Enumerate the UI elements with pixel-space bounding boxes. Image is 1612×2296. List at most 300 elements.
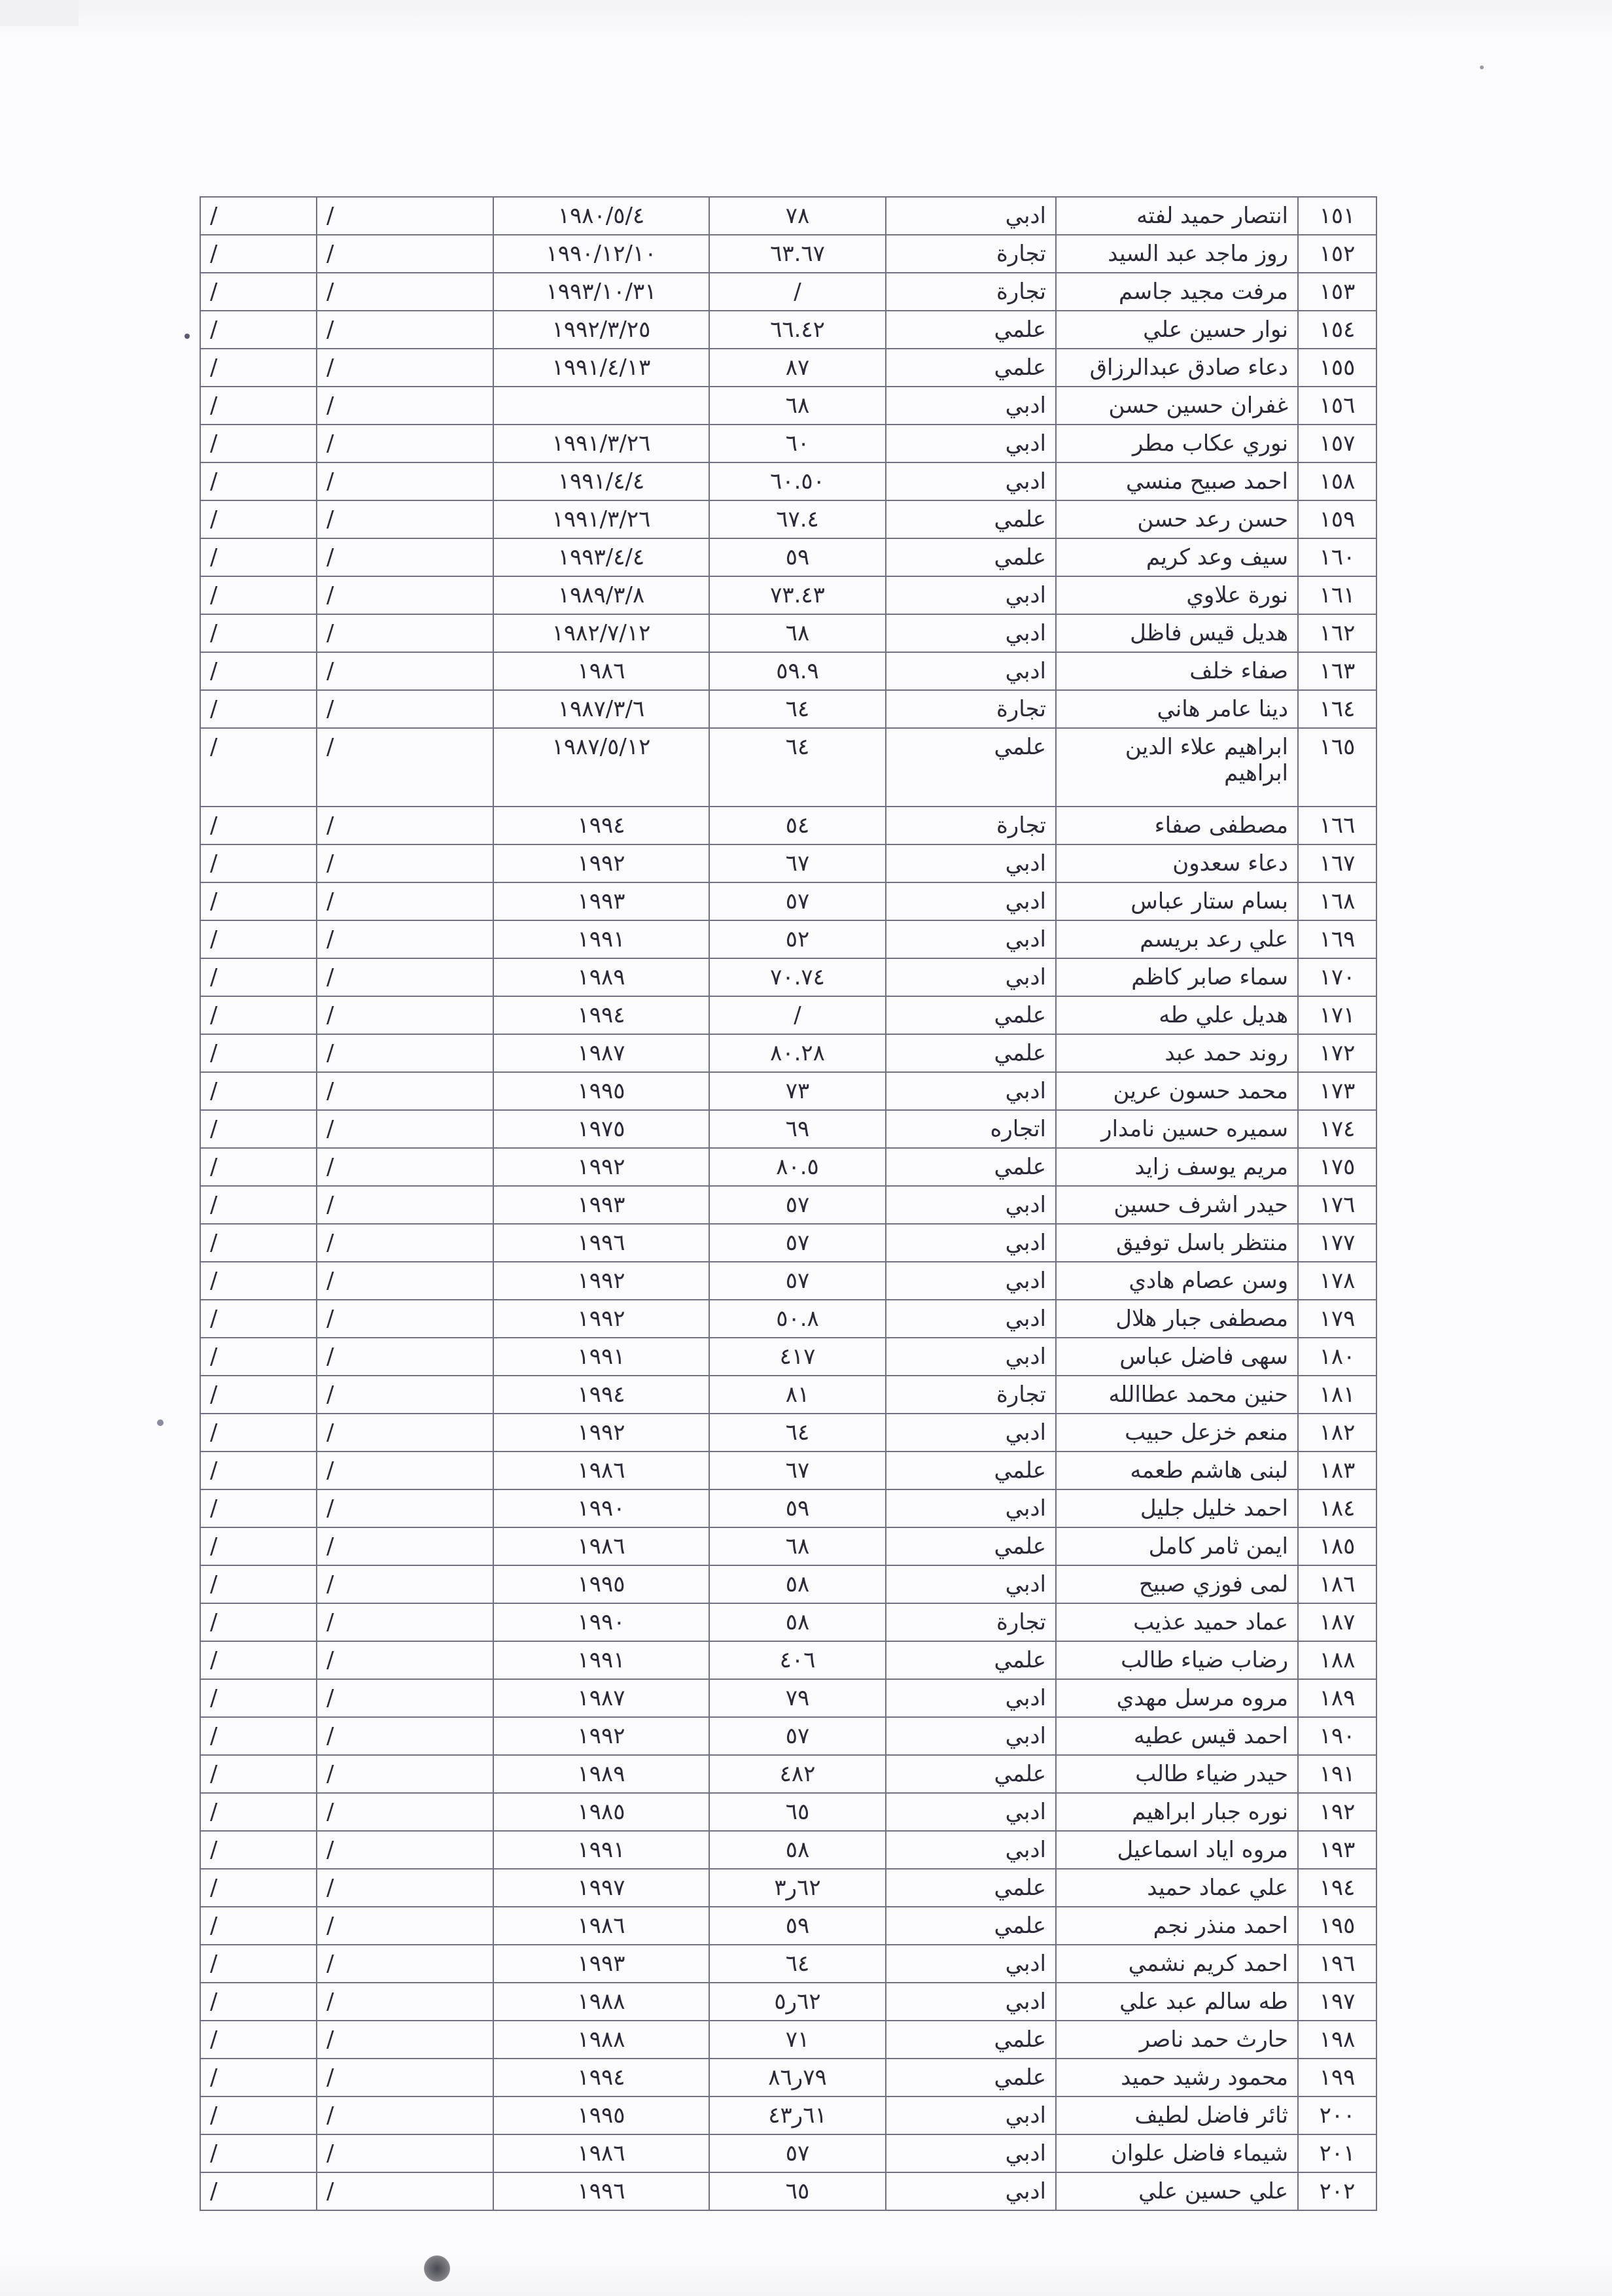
score-cell: ٥٧ <box>709 1262 886 1300</box>
birth-date-cell <box>493 387 709 425</box>
birth-date-cell: ١٩٨٧/٣/٦ <box>493 690 709 728</box>
study-branch-cell: علمي <box>886 1148 1056 1186</box>
row-number-cell: ١٥٦ <box>1298 387 1376 425</box>
row-number-cell: ١٧٦ <box>1298 1186 1376 1224</box>
birth-date-cell: ١٩٩٧ <box>493 1869 709 1907</box>
mark-b-cell: / <box>200 1489 317 1527</box>
score-cell: / <box>709 996 886 1034</box>
row-number-cell: ١٧٠ <box>1298 958 1376 996</box>
study-branch-cell: ادبي <box>886 614 1056 652</box>
student-name-cell: احمد كريم نشمي <box>1056 1945 1298 1983</box>
mark-a-cell: / <box>317 1338 493 1376</box>
mark-a-cell: / <box>317 1262 493 1300</box>
mark-b-cell: / <box>200 1072 317 1110</box>
score-cell: ٦٨ <box>709 387 886 425</box>
row-number-cell: ١٦٧ <box>1298 844 1376 882</box>
mark-b-cell: / <box>200 844 317 882</box>
mark-b-cell: / <box>200 273 317 311</box>
row-number-cell: ١٨٠ <box>1298 1338 1376 1376</box>
mark-a-cell: / <box>317 500 493 538</box>
row-number-cell: ١٧١ <box>1298 996 1376 1034</box>
row-number-cell: ١٥٧ <box>1298 425 1376 462</box>
study-branch-cell: ادبي <box>886 844 1056 882</box>
row-number-cell: ١٩٢ <box>1298 1793 1376 1831</box>
score-cell: ٦٠.٥٠ <box>709 462 886 500</box>
table-row <box>200 996 1376 1034</box>
birth-date-cell: ١٩٩٢ <box>493 844 709 882</box>
mark-b-cell: / <box>200 920 317 958</box>
score-cell: ٨١ <box>709 1376 886 1414</box>
mark-a-cell: / <box>317 349 493 387</box>
study-branch-cell: ادبي <box>886 882 1056 920</box>
study-branch-cell: تجارة <box>886 807 1056 844</box>
study-branch-cell: علمي <box>886 1907 1056 1945</box>
birth-date-cell: ١٩٨٢/٧/١٢ <box>493 614 709 652</box>
mark-a-cell: / <box>317 920 493 958</box>
birth-date-cell: ١٩٩٤ <box>493 2059 709 2096</box>
table-row <box>200 1110 1376 1148</box>
mark-a-cell: / <box>317 1300 493 1338</box>
birth-date-cell: ١٩٩٤ <box>493 1376 709 1414</box>
table-row <box>200 882 1376 920</box>
score-cell: ٦٧ <box>709 844 886 882</box>
table-row <box>200 1945 1376 1983</box>
row-number-cell: ١٩٤ <box>1298 1869 1376 1907</box>
table-row <box>200 1831 1376 1869</box>
row-number-cell: ١٩٨ <box>1298 2021 1376 2059</box>
table-row <box>200 349 1376 387</box>
student-name-cell: حيدر ضياء طالب <box>1056 1755 1298 1793</box>
scan-edge <box>0 0 79 26</box>
study-branch-cell: ادبي <box>886 576 1056 614</box>
student-name-cell: رضاب ضياء طالب <box>1056 1641 1298 1679</box>
scan-speck <box>1480 65 1484 69</box>
student-name-cell: دينا عامر هاني <box>1056 690 1298 728</box>
student-name-cell: دعاء صادق عبدالرزاق <box>1056 349 1298 387</box>
mark-b-cell: / <box>200 652 317 690</box>
score-cell: ٥٤ <box>709 807 886 844</box>
birth-date-cell: ١٩٩٦ <box>493 1224 709 1262</box>
study-branch-cell: ادبي <box>886 387 1056 425</box>
birth-date-cell: ١٩٨٥ <box>493 1793 709 1831</box>
mark-a-cell: / <box>317 425 493 462</box>
table-row <box>200 1186 1376 1224</box>
mark-b-cell: / <box>200 2096 317 2134</box>
mark-a-cell: / <box>317 1907 493 1945</box>
row-number-cell: ١٥١ <box>1298 197 1376 235</box>
mark-a-cell: / <box>317 2134 493 2172</box>
score-cell: ٥٢ <box>709 920 886 958</box>
student-name-cell: غفران حسين حسن <box>1056 387 1298 425</box>
study-branch-cell: ادبي <box>886 1831 1056 1869</box>
table-row <box>200 1262 1376 1300</box>
student-name-cell: احمد خليل جليل <box>1056 1489 1298 1527</box>
student-name-cell: مصطفى صفاء <box>1056 807 1298 844</box>
mark-b-cell: / <box>200 235 317 273</box>
table-row <box>200 576 1376 614</box>
birth-date-cell: ١٩٨٧/٥/١٢ <box>493 728 709 807</box>
scan-speck <box>184 334 190 339</box>
birth-date-cell: ١٩٩١/٤/١٣ <box>493 349 709 387</box>
score-cell: ٧١ <box>709 2021 886 2059</box>
row-number-cell: ١٨٦ <box>1298 1565 1376 1603</box>
score-cell: ٥٩ <box>709 1907 886 1945</box>
score-cell: ٨٧ <box>709 349 886 387</box>
mark-b-cell: / <box>200 197 317 235</box>
mark-a-cell: / <box>317 690 493 728</box>
score-cell: / <box>709 273 886 311</box>
mark-a-cell: / <box>317 1869 493 1907</box>
student-name-cell: روز ماجد عبد السيد <box>1056 235 1298 273</box>
study-branch-cell: ادبي <box>886 1717 1056 1755</box>
mark-a-cell: / <box>317 462 493 500</box>
student-name-cell: نوار حسين علي <box>1056 311 1298 349</box>
table-row <box>200 235 1376 273</box>
score-cell: ٧٩ <box>709 1679 886 1717</box>
mark-a-cell: / <box>317 1679 493 1717</box>
student-name-cell: منتظر باسل توفيق <box>1056 1224 1298 1262</box>
student-name-cell: ابراهيم علاء الدين ابراهيم <box>1056 728 1298 807</box>
study-branch-cell: ادبي <box>886 1262 1056 1300</box>
score-cell: ٦٣.٦٧ <box>709 235 886 273</box>
mark-b-cell: / <box>200 1527 317 1565</box>
table-row <box>200 462 1376 500</box>
student-name-cell: سهى فاضل عباس <box>1056 1338 1298 1376</box>
mark-a-cell: / <box>317 1565 493 1603</box>
mark-b-cell: / <box>200 1262 317 1300</box>
mark-a-cell: / <box>317 1452 493 1489</box>
row-number-cell: ١٧٨ <box>1298 1262 1376 1300</box>
mark-b-cell: / <box>200 690 317 728</box>
study-branch-cell: ادبي <box>886 958 1056 996</box>
row-number-cell: ١٧٥ <box>1298 1148 1376 1186</box>
table-row <box>200 273 1376 311</box>
mark-b-cell: / <box>200 2059 317 2096</box>
table-row <box>200 1565 1376 1603</box>
score-cell: ٦٢ر٣ <box>709 1869 886 1907</box>
mark-b-cell: / <box>200 1793 317 1831</box>
birth-date-cell: ١٩٩٠ <box>493 1489 709 1527</box>
mark-b-cell: / <box>200 1452 317 1489</box>
table-row <box>200 1338 1376 1376</box>
birth-date-cell: ١٩٨٦ <box>493 1527 709 1565</box>
student-name-cell: احمد قيس عطيه <box>1056 1717 1298 1755</box>
study-branch-cell: تجارة <box>886 273 1056 311</box>
scan-speck <box>157 1419 164 1426</box>
birth-date-cell: ١٩٩٥ <box>493 2096 709 2134</box>
score-cell: ٥٧ <box>709 882 886 920</box>
mark-a-cell: / <box>317 2096 493 2134</box>
table-row <box>200 1717 1376 1755</box>
study-branch-cell: ادبي <box>886 462 1056 500</box>
mark-a-cell: / <box>317 197 493 235</box>
birth-date-cell: ١٩٩٣/١٠/٣١ <box>493 273 709 311</box>
birth-date-cell: ١٩٩٣ <box>493 882 709 920</box>
mark-b-cell: / <box>200 1148 317 1186</box>
student-name-cell: ثائر فاضل لطيف <box>1056 2096 1298 2134</box>
score-cell: ٧٣.٤٣ <box>709 576 886 614</box>
mark-b-cell: / <box>200 1983 317 2021</box>
mark-a-cell: / <box>317 614 493 652</box>
student-name-cell: حيدر اشرف حسين <box>1056 1186 1298 1224</box>
score-cell: ٤٨٢ <box>709 1755 886 1793</box>
study-branch-cell: ادبي <box>886 1565 1056 1603</box>
mark-a-cell: / <box>317 1414 493 1452</box>
table-row <box>200 1869 1376 1907</box>
table-row <box>200 1148 1376 1186</box>
student-name-cell: سميره حسين نامدار <box>1056 1110 1298 1148</box>
study-branch-cell: علمي <box>886 2021 1056 2059</box>
birth-date-cell: ١٩٨٦ <box>493 652 709 690</box>
table-row <box>200 1452 1376 1489</box>
table-row <box>200 1300 1376 1338</box>
table-row <box>200 2096 1376 2134</box>
row-number-cell: ١٧٤ <box>1298 1110 1376 1148</box>
mark-b-cell: / <box>200 311 317 349</box>
row-number-cell: ١٥٤ <box>1298 311 1376 349</box>
table-row <box>200 958 1376 996</box>
student-name-cell: عماد حميد عذيب <box>1056 1603 1298 1641</box>
mark-a-cell: / <box>317 1110 493 1148</box>
student-name-cell: مرفت مجيد جاسم <box>1056 273 1298 311</box>
row-number-cell: ١٩١ <box>1298 1755 1376 1793</box>
study-branch-cell: ادبي <box>886 197 1056 235</box>
birth-date-cell: ١٩٨٩ <box>493 1755 709 1793</box>
study-branch-cell: علمي <box>886 1452 1056 1489</box>
row-number-cell: ١٥٩ <box>1298 500 1376 538</box>
mark-b-cell: / <box>200 1565 317 1603</box>
row-number-cell: ١٩٣ <box>1298 1831 1376 1869</box>
study-branch-cell: ادبي <box>886 1300 1056 1338</box>
table-row <box>200 1755 1376 1793</box>
study-branch-cell: ادبي <box>886 1679 1056 1717</box>
table-row <box>200 1376 1376 1414</box>
table-row <box>200 1489 1376 1527</box>
row-number-cell: ١٥٨ <box>1298 462 1376 500</box>
row-number-cell: ١٦٦ <box>1298 807 1376 844</box>
birth-date-cell: ١٩٨٦ <box>493 1907 709 1945</box>
study-branch-cell: اتجاره <box>886 1110 1056 1148</box>
mark-b-cell: / <box>200 500 317 538</box>
birth-date-cell: ١٩٩٣ <box>493 1186 709 1224</box>
row-number-cell: ١٨٩ <box>1298 1679 1376 1717</box>
mark-b-cell: / <box>200 1755 317 1793</box>
study-branch-cell: ادبي <box>886 1793 1056 1831</box>
row-number-cell: ١٧٩ <box>1298 1300 1376 1338</box>
table-row <box>200 2134 1376 2172</box>
student-name-cell: سماء صابر كاظم <box>1056 958 1298 996</box>
birth-date-cell: ١٩٨٧ <box>493 1679 709 1717</box>
score-cell: ٦٥ <box>709 1793 886 1831</box>
birth-date-cell: ١٩٧٥ <box>493 1110 709 1148</box>
mark-a-cell: / <box>317 1527 493 1565</box>
student-name-cell: مريم يوسف زايد <box>1056 1148 1298 1186</box>
birth-date-cell: ١٩٨٠/٥/٤ <box>493 197 709 235</box>
table-row <box>200 1072 1376 1110</box>
mark-b-cell: / <box>200 1869 317 1907</box>
mark-a-cell: / <box>317 1148 493 1186</box>
study-branch-cell: علمي <box>886 1527 1056 1565</box>
birth-date-cell: ١٩٩٦ <box>493 2172 709 2210</box>
student-name-cell: انتصار حميد لفته <box>1056 197 1298 235</box>
mark-a-cell: / <box>317 996 493 1034</box>
birth-date-cell: ١٩٩٣ <box>493 1945 709 1983</box>
birth-date-cell: ١٩٩٢ <box>493 1414 709 1452</box>
table-row <box>200 920 1376 958</box>
study-branch-cell: ادبي <box>886 425 1056 462</box>
mark-b-cell: / <box>200 462 317 500</box>
student-name-cell: بسام ستار عباس <box>1056 882 1298 920</box>
study-branch-cell: تجارة <box>886 1603 1056 1641</box>
score-cell: ٤١٧ <box>709 1338 886 1376</box>
row-number-cell: ١٧٣ <box>1298 1072 1376 1110</box>
student-name-cell: وسن عصام هادي <box>1056 1262 1298 1300</box>
table-row <box>200 1983 1376 2021</box>
birth-date-cell: ١٩٨٩ <box>493 958 709 996</box>
study-branch-cell: علمي <box>886 311 1056 349</box>
mark-a-cell: / <box>317 2172 493 2210</box>
score-cell: ٦٧ <box>709 1452 886 1489</box>
row-number-cell: ٢٠٢ <box>1298 2172 1376 2210</box>
row-number-cell: ١٦١ <box>1298 576 1376 614</box>
study-branch-cell: علمي <box>886 996 1056 1034</box>
score-cell: ٨٠.٥ <box>709 1148 886 1186</box>
study-branch-cell: ادبي <box>886 1489 1056 1527</box>
student-name-cell: نوري عكاب مطر <box>1056 425 1298 462</box>
mark-b-cell: / <box>200 1603 317 1641</box>
score-cell: ٧٩ر٨٦ <box>709 2059 886 2096</box>
table-row <box>200 614 1376 652</box>
row-number-cell: ١٩٥ <box>1298 1907 1376 1945</box>
birth-date-cell: ١٩٩٤ <box>493 807 709 844</box>
study-branch-cell: تجارة <box>886 1376 1056 1414</box>
score-cell: ٤٠٦ <box>709 1641 886 1679</box>
student-name-cell: مروه اياد اسماعيل <box>1056 1831 1298 1869</box>
mark-a-cell: / <box>317 273 493 311</box>
mark-b-cell: / <box>200 1224 317 1262</box>
mark-a-cell: / <box>317 652 493 690</box>
birth-date-cell: ١٩٩٢/٣/٢٥ <box>493 311 709 349</box>
table-row <box>200 1414 1376 1452</box>
birth-date-cell: ١٩٩٠ <box>493 1603 709 1641</box>
study-branch-cell: ادبي <box>886 2134 1056 2172</box>
mark-b-cell: / <box>200 1186 317 1224</box>
score-cell: ٧٠.٧٤ <box>709 958 886 996</box>
score-cell: ٧٣ <box>709 1072 886 1110</box>
table-row <box>200 1224 1376 1262</box>
row-number-cell: ١٨٢ <box>1298 1414 1376 1452</box>
table-row <box>200 425 1376 462</box>
birth-date-cell: ١٩٨٨ <box>493 1983 709 2021</box>
table-row <box>200 1603 1376 1641</box>
row-number-cell: ٢٠٠ <box>1298 2096 1376 2134</box>
birth-date-cell: ١٩٨٦ <box>493 2134 709 2172</box>
row-number-cell: ١٦٤ <box>1298 690 1376 728</box>
row-number-cell: ١٧٢ <box>1298 1034 1376 1072</box>
mark-b-cell: / <box>200 1679 317 1717</box>
mark-b-cell: / <box>200 1034 317 1072</box>
mark-a-cell: / <box>317 1831 493 1869</box>
mark-a-cell: / <box>317 1186 493 1224</box>
table-row <box>200 807 1376 844</box>
table-row <box>200 2172 1376 2210</box>
mark-a-cell: / <box>317 844 493 882</box>
birth-date-cell: ١٩٩٤ <box>493 996 709 1034</box>
mark-b-cell: / <box>200 1338 317 1376</box>
birth-date-cell: ١٩٩٠/١٢/١٠ <box>493 235 709 273</box>
birth-date-cell: ١٩٩١/٤/٤ <box>493 462 709 500</box>
table-row <box>200 652 1376 690</box>
student-name-cell: منعم خزعل حبيب <box>1056 1414 1298 1452</box>
score-cell: ٦٧.٤ <box>709 500 886 538</box>
study-branch-cell: علمي <box>886 2059 1056 2096</box>
student-name-cell: حسن رعد حسن <box>1056 500 1298 538</box>
score-cell: ٦٨ <box>709 1527 886 1565</box>
table-row <box>200 538 1376 576</box>
mark-b-cell: / <box>200 1831 317 1869</box>
student-name-cell: نوره جبار ابراهيم <box>1056 1793 1298 1831</box>
student-name-cell: محمود رشيد حميد <box>1056 2059 1298 2096</box>
row-number-cell: ١٨٧ <box>1298 1603 1376 1641</box>
row-number-cell: ١٥٥ <box>1298 349 1376 387</box>
score-cell: ٥٨ <box>709 1603 886 1641</box>
mark-a-cell: / <box>317 576 493 614</box>
birth-date-cell: ١٩٨٨ <box>493 2021 709 2059</box>
study-branch-cell: تجارة <box>886 690 1056 728</box>
study-branch-cell: ادبي <box>886 1186 1056 1224</box>
student-name-cell: شيماء فاضل علوان <box>1056 2134 1298 2172</box>
birth-date-cell: ١٩٩٣/٤/٤ <box>493 538 709 576</box>
student-name-cell: حارث حمد ناصر <box>1056 2021 1298 2059</box>
mark-b-cell: / <box>200 1945 317 1983</box>
mark-b-cell: / <box>200 349 317 387</box>
study-branch-cell: ادبي <box>886 1072 1056 1110</box>
mark-a-cell: / <box>317 1376 493 1414</box>
table-row <box>200 1793 1376 1831</box>
table-row <box>200 844 1376 882</box>
student-name-cell: احمد منذر نجم <box>1056 1907 1298 1945</box>
student-name-cell: نورة علاوي <box>1056 576 1298 614</box>
mark-b-cell: / <box>200 576 317 614</box>
mark-b-cell: / <box>200 387 317 425</box>
student-name-cell: هديل علي طه <box>1056 996 1298 1034</box>
birth-date-cell: ١٩٩١/٣/٢٦ <box>493 425 709 462</box>
birth-date-cell: ١٩٩٢ <box>493 1717 709 1755</box>
mark-b-cell: / <box>200 1300 317 1338</box>
mark-b-cell: / <box>200 807 317 844</box>
mark-a-cell: / <box>317 1717 493 1755</box>
score-cell: ٦٤ <box>709 690 886 728</box>
score-cell: ٦٥ <box>709 2172 886 2210</box>
study-branch-cell: تجارة <box>886 235 1056 273</box>
student-name-cell: علي رعد بريسم <box>1056 920 1298 958</box>
mark-b-cell: / <box>200 538 317 576</box>
score-cell: ٥٧ <box>709 1186 886 1224</box>
student-name-cell: علي عماد حميد <box>1056 1869 1298 1907</box>
mark-b-cell: / <box>200 1110 317 1148</box>
study-branch-cell: ادبي <box>886 1414 1056 1452</box>
mark-a-cell: / <box>317 1034 493 1072</box>
mark-a-cell: / <box>317 1641 493 1679</box>
study-branch-cell: علمي <box>886 1755 1056 1793</box>
mark-b-cell: / <box>200 614 317 652</box>
study-branch-cell: علمي <box>886 538 1056 576</box>
row-number-cell: ١٧٧ <box>1298 1224 1376 1262</box>
mark-a-cell: / <box>317 1793 493 1831</box>
row-number-cell: ٢٠١ <box>1298 2134 1376 2172</box>
table-row <box>200 728 1376 807</box>
mark-a-cell: / <box>317 2059 493 2096</box>
